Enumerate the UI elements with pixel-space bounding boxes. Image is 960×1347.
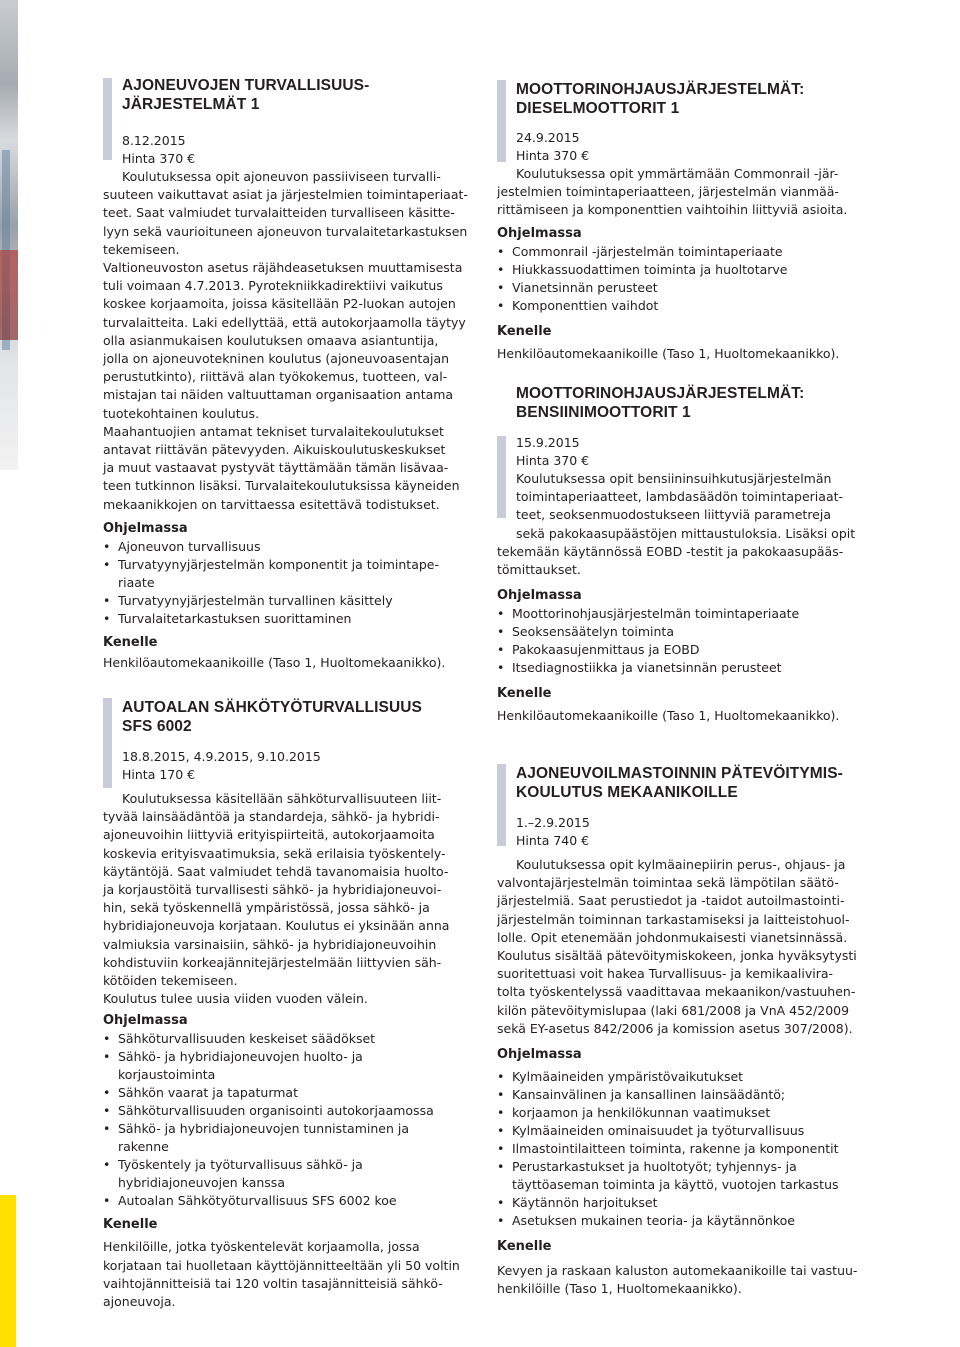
text-line: Henkilöautomekaanikoille (Taso 1, Huoltomekaanikko). [497,345,840,361]
title-line: AJONEUVOILMASTOINNIN PÄTEVÖITYMIS- [516,765,843,782]
text-line: toimintaperiaatteet, lambdasäädön toimintaperiaat- [516,489,844,505]
text-line: järjestelmiä. Saat perustiedot ja -taidot autoilmastointi- [497,893,845,909]
list-item [497,659,867,677]
text-line: Koulutus sisältää pätevöitymiskokeen, jonka hyväksytysti [497,948,857,964]
text-line: vaihtojännitteisiä tai 120 voltin tasajännitteisiä sähkö- [103,1275,443,1291]
list-item [497,1104,867,1122]
title-line: AUTOALAN SÄHKÖTYÖTURVALLISUUS [122,699,422,716]
course-section-electrical-safety [103,698,468,1311]
course-description [122,790,468,808]
list-item [103,592,468,610]
target-heading: Kenelle [497,686,552,702]
course-date: 24.9.2015 [516,130,580,145]
list-item [497,297,867,315]
course-date: 8.12.2015 [122,133,186,148]
program-heading: Ohjelmassa [103,1013,188,1029]
list-item-text: • Commonrail -järjestelmän toimintaperiaate [512,243,783,259]
text-line: rittämiseen ja komponenttien vaihtoihin liittyviä asioita. [497,202,848,218]
text-line: perustutkinto), riittävä alan työkokemus, tuotteen, val- [103,369,448,385]
text-line: tuli voimaan 4.7.2013. Pyrotekniikkadirektiivi vaikutus [103,278,443,294]
text-line: lolle. Opit etenemään johdonmukaisesti vianetsinnässä. [497,929,848,945]
list-item-text: • Vianetsinnän perusteet [512,279,658,295]
list-item-text: • korjaamon ja henkilökunnan vaatimukset [512,1105,771,1121]
text-line: Koulutuksessa opit ymmärtämään Commonrail -jär- [516,166,839,181]
text-line: Koulutuksessa opit bensiininsuihkutusjärjestelmän [516,471,832,486]
text-line: olla asianmukaisen koulutuksen omaava asiantuntija, [103,332,439,348]
course-price: Hinta 170 € [122,767,196,782]
section-title [122,698,468,736]
list-item-text: • Seoksensäätelyn toiminta [512,624,674,640]
list-item [497,1158,867,1194]
program-list [497,605,867,677]
text-line: Maahantuojien antamat tekniset turvalaitekoulutukset [103,423,444,439]
list-item [103,610,468,628]
course-section-safety-systems [103,76,468,672]
text-line: suoritettuasi voit hakea Turvallisuus- ja kemikaalivira- [497,966,834,982]
target-heading: Kenelle [497,323,552,339]
text-line: korjataan tai huolletaan käyttöjännitteeltään yli 50 voltin [103,1257,460,1273]
list-item-text: • Komponenttien vaihdot [512,297,659,313]
program-list [497,1068,867,1230]
program-list [103,538,468,628]
list-item [103,1048,468,1084]
list-item [497,1140,867,1158]
list-item-text: hybridiajoneuvojen kanssa [118,1175,285,1191]
list-item [497,1194,867,1212]
text-line: antavat riittävän pätevyyden. Aikuiskoulutuskeskukset [103,442,446,458]
list-item [497,261,867,279]
list-item [497,243,867,261]
text-line: Valtioneuvoston asetus räjähdeasetuksen muuttamisesta [103,260,463,276]
text-line: Henkilöautomekaanikoille (Taso 1, Huoltomekaanikko). [497,708,840,724]
course-description [103,808,468,1008]
list-item-text: • Turvatyynyjärjestelmän komponentit ja toimintape- [118,556,439,572]
text-line: mekaanikkojen on tarvittaessa esitettävä todistukset. [103,496,440,512]
list-item-text: • Sähköturvallisuuden organisointi autokorjaamossa [118,1103,434,1119]
text-line: suuteen vaikuttavat asiat ja järjestelmien toimintaperiaat- [103,187,468,203]
list-item-text: • Turvatyynyjärjestelmän turvallinen käsittely [118,592,393,608]
course-date: 1.–2.9.2015 [516,815,590,830]
list-item [103,1156,468,1192]
program-heading: Ohjelmassa [497,225,582,241]
course-section-petrol [497,384,867,725]
photo-detail [0,250,18,340]
list-item-text: • Työskentely ja työturvallisuus sähkö- ja [118,1157,363,1173]
list-item [103,1030,468,1048]
course-date: 18.8.2015, 4.9.2015, 9.10.2015 [122,749,321,764]
course-description [516,470,867,543]
text-line: turvalaitteita. Laki edellyttää, että autokorjaamolla täytyy [103,314,466,330]
text-line: jolla on ajoneuvotekninen koulutus (ajoneuvoasentajan [103,351,450,367]
text-line: Koulutus tulee uusia viiden vuoden välein. [103,991,368,1007]
list-item-text: täyttöaseman toiminta ja käyttö, vuotojen tarkastus [512,1177,839,1193]
list-item-text: • Turvalaitetarkastuksen suorittaminen [118,610,352,626]
list-item [497,623,867,641]
text-line: henkilöille (Taso 1, Huoltomekaanikko). [497,1281,742,1297]
list-item-text: • Kylmäaineiden ympäristövaikutukset [512,1069,744,1085]
list-item-text: korjaustoiminta [118,1067,216,1083]
text-line: kilön pätevöitymislupaa (laki 681/2008 ja VnA 452/2009 [497,1002,850,1018]
text-line: sekä pakokaasupäästöjen mittaustuloksia. Lisäksi opit [516,525,856,541]
program-heading: Ohjelmassa [497,1047,582,1063]
yellow-edge-strip [0,1195,16,1347]
text-line: Koulutuksessa opit kylmäainepiirin perus-, ohjaus- ja [516,857,846,872]
list-item [103,556,468,592]
text-line: valvontajärjestelmän toimintaa sekä lämpötilan säätö- [497,875,839,891]
list-item-text: • Ilmastointilaitteen toiminta, rakenne ja komponentit [512,1141,839,1157]
text-line: kötöiden tekemiseen. [103,973,238,989]
list-item [103,1102,468,1120]
course-description [103,186,468,514]
text-line: teen tutkinnon lisäksi. Turvalaitekoulutuksissa käyneiden [103,478,460,494]
title-line: AJONEUVOJEN TURVALLISUUS- [122,77,370,94]
text-line: hybridiajoneuvoja korjataan. Koulutus ei yksinään anna [103,918,450,934]
section-title [122,76,468,114]
title-line: MOOTTORINOHJAUSJÄRJESTELMÄT: [516,81,805,98]
program-heading: Ohjelmassa [497,588,582,604]
title-line: MOOTTORINOHJAUSJÄRJESTELMÄT: [516,385,805,402]
text-line: koskevia erityisvaatimuksia, sekä erilaisia työskentely- [103,845,446,861]
list-item-text: rakenne [118,1139,169,1155]
list-item [497,1122,867,1140]
target-heading: Kenelle [103,1217,158,1233]
list-item [497,279,867,297]
list-item-text: • Ajoneuvon turvallisuus [118,538,261,554]
text-line: mistajan tai näiden valtuuttaman organisaation antama [103,387,454,403]
section-title [516,764,867,802]
list-item-text: • Sähkön vaarat ja tapaturmat [118,1085,298,1101]
target-heading: Kenelle [497,1239,552,1255]
list-item-text: • Pakokaasujenmittaus ja EOBD [512,642,700,658]
list-item-text: • Itsediagnostiikka ja vianetsinnän perusteet [512,660,782,676]
course-section-ac-certification [497,764,867,1298]
list-item-text: riaate [118,574,155,590]
target-description [497,345,867,363]
list-item-text: • Autoalan Sähkötyöturvallisuus SFS 6002 koe [118,1193,397,1209]
list-item-text: • Hiukkassuodattimen toiminta ja huoltotarve [512,261,788,277]
text-line: Koulutuksessa opit ajoneuvon passiiviseen turvalli- [122,169,441,184]
list-item-text: • Kylmäaineiden ominaisuudet ja työturvallisuus [512,1123,805,1139]
course-section-diesel [497,80,867,363]
target-heading: Kenelle [103,634,158,650]
list-item [497,641,867,659]
list-item-text: • Asetuksen mukainen teoria- ja käytännönkoe [512,1213,795,1229]
title-line: JÄRJESTELMÄT 1 [122,96,260,113]
section-title [516,80,867,118]
course-description [122,168,468,186]
text-line: lyyn sekä vaurioituneen ajoneuvon turvalaitetarkastuksen [103,223,468,239]
list-item-text: • Käytännön harjoitukset [512,1195,658,1211]
list-item-text: • Sähköturvallisuuden keskeiset säädökset [118,1031,376,1047]
text-line: ajoneuvoja. [103,1294,176,1310]
section-accent-bar [497,436,506,518]
course-price: Hinta 370 € [516,148,590,163]
list-item-text: • Perustarkastukset ja huoltotyöt; tyhjennys- ja [512,1159,797,1175]
text-line: teet. Saat valmiudet turvalaitteiden turvalliseen käsitte- [103,205,455,221]
course-description [497,543,867,579]
course-date: 15.9.2015 [516,435,580,450]
list-item [103,1120,468,1156]
text-line: tekemiseen. [103,241,180,257]
left-edge-photo [0,0,18,470]
section-accent-bar [497,764,506,846]
list-item-text: • Sähkö- ja hybridiajoneuvojen huolto- ja [118,1049,363,1065]
text-line: järjestelmän toiminnan tarkastamiseksi ja laitteistohuol- [497,911,850,927]
text-line: tyvää lainsäädäntöä ja standardeja, sähkö- ja hybridi- [103,809,440,825]
course-price: Hinta 370 € [122,151,196,166]
program-list [497,243,867,315]
text-line: Henkilöautomekaanikoille (Taso 1, Huoltomekaanikko). [103,654,446,670]
section-accent-bar [103,78,112,160]
target-description [103,1238,468,1311]
course-description [497,183,867,219]
list-item [497,1212,867,1230]
text-line: valmiuksia varsinaisiin, sähkö- ja hybridiajoneuvoihin [103,936,437,952]
title-line: BENSIINIMOOTTORIT 1 [516,404,691,421]
text-line: ja muut vastaavat pystyvät täyttämään tämän lisävaa- [103,460,449,476]
text-line: teet, seoksenmuodostukseen liittyviä parametreja [516,507,832,523]
text-line: Henkilöille, jotka työskentelevät korjaamolla, jossa [103,1239,420,1255]
text-line: koskee korjaamoita, joissa käsitellään P2-luokan autojen [103,296,456,312]
list-item [497,605,867,623]
text-line: tolta työskentelyssä vaadittavaa mekaanikon/vastuuhen- [497,984,856,1000]
list-item [497,1068,867,1086]
text-line: Kevyen ja raskaan kaluston automekaanikoille tai vastuu- [497,1263,858,1279]
list-item-text: • Kansainvälinen ja kansallinen lainsäädäntö; [512,1087,786,1103]
title-line: SFS 6002 [122,718,192,735]
section-accent-bar [497,80,506,162]
program-list [103,1030,468,1210]
list-item [103,1084,468,1102]
text-line: sekä EY-asetus 842/2006 ja komission asetus 307/2008). [497,1020,853,1036]
title-line: KOULUTUS MEKAANIKOILLE [516,784,738,801]
section-accent-bar [103,698,112,788]
target-description [497,1262,867,1298]
target-description [497,707,867,725]
text-line: ja korjaustöitä turvallisesti sähkö- ja hybridiajoneuvoi- [103,882,442,898]
program-heading: Ohjelmassa [103,520,188,536]
course-price: Hinta 740 € [516,833,590,848]
text-line: hin, sekä työskennellä ympäristössä, jossa sähkö- ja [103,900,430,916]
list-item [103,1192,468,1210]
course-description [497,874,867,1038]
text-line: Koulutuksessa käsitellään sähköturvallisuuteen liit- [122,791,442,806]
list-item [103,538,468,556]
text-line: tuotekohtainen koulutus. [103,405,260,421]
text-line: tömittaukset. [497,562,581,578]
list-item-text: • Sähkö- ja hybridiajoneuvojen tunnistaminen ja [118,1121,409,1137]
section-title [516,384,867,422]
list-item [497,1086,867,1104]
text-line: jestelmien toimintaperiaatteen, järjestelmän vianmää- [497,184,839,200]
text-line: ajoneuvoihin liittyviä erityispiirteitä, autokorjaamoita [103,827,435,843]
course-description [516,165,867,183]
text-line: kohdistuviin korkeajännitejärjestelmään liittyvien säh- [103,954,442,970]
title-line: DIESELMOOTTORIT 1 [516,100,680,117]
text-line: käytäntöjä. Saat valmiudet tehdä tavanomaisia huolto- [103,863,449,879]
list-item-text: • Moottorinohjausjärjestelmän toimintaperiaate [512,606,800,622]
course-price: Hinta 370 € [516,453,590,468]
target-description [103,654,468,672]
text-line: tekemään käytännössä EOBD -testit ja pakokaasupääs- [497,543,844,559]
course-description [516,856,867,874]
